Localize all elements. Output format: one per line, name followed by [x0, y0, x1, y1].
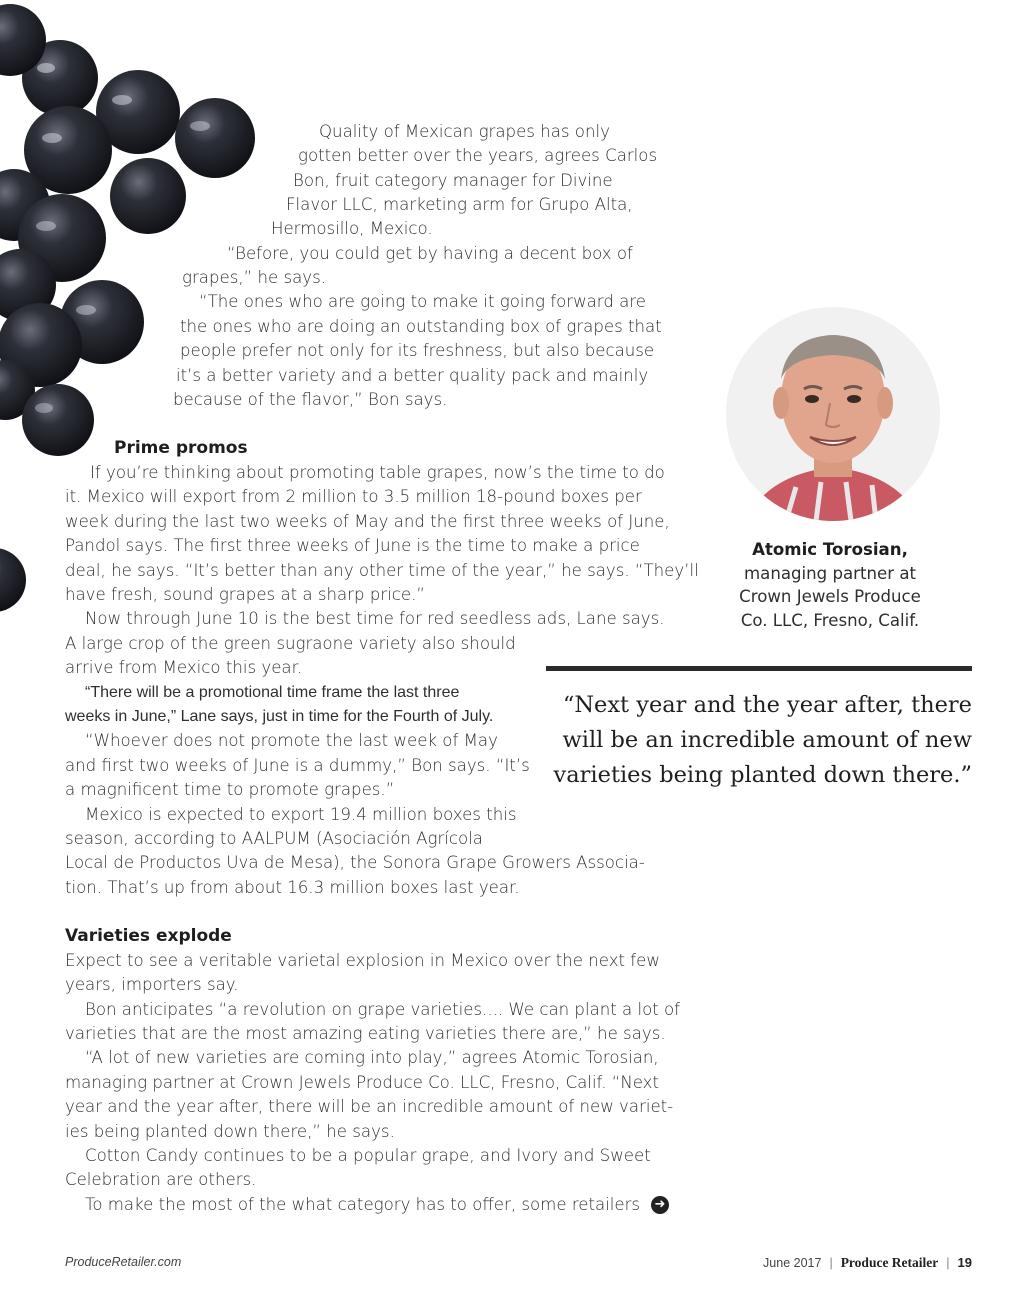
body-line: Mexico is expected to export 19.4 million boxes this	[85, 805, 517, 824]
body-line: season, according to AALPUM (Asociación Agrícola	[65, 829, 483, 848]
pull-quote-line: varieties being planted down there.”	[553, 762, 972, 788]
portrait-caption	[710, 538, 950, 632]
intro-line: Quality of Mexican grapes has only	[319, 122, 610, 141]
pull-quote-rule	[546, 666, 972, 671]
intro-line: grapes,” he says.	[182, 268, 327, 287]
body-line: week during the last two weeks of May and the first three weeks of June,	[65, 512, 670, 531]
body-line: Now through June 10 is the best time for red seedless ads, Lane says.	[85, 609, 665, 628]
footer-folio	[763, 1255, 972, 1271]
body-line: Expect to see a veritable varietal explosion in Mexico over the next few	[65, 951, 660, 970]
pull-quote-line: “Next year and the year after, there	[562, 692, 972, 718]
body-line: Cotton Candy continues to be a popular grape, and Ivory and Sweet	[85, 1146, 651, 1165]
intro-line: people prefer not only for its freshness, but also because	[180, 341, 655, 360]
section-heading-prime-promos: Prime promos	[114, 438, 248, 458]
body-line: Local de Productos Uva de Mesa), the Sonora Grape Growers Associa-	[65, 853, 645, 872]
body-line: deal, he says. “It’s better than any other time of the year,” he says. “They’ll	[65, 561, 699, 580]
body-line: and first two weeks of June is a dummy,” Bon says. “It’s	[65, 756, 530, 775]
body-line: Celebration are others.	[65, 1170, 257, 1189]
intro-line: Flavor LLC, marketing arm for Grupo Alta,	[286, 195, 633, 214]
intro-line: “The ones who are going to make it going forward are	[199, 292, 646, 311]
footer-date: June 2017	[763, 1256, 822, 1270]
footer-website: ProduceRetailer.com	[65, 1255, 182, 1269]
body-line: To make the most of the what category has to offer, some retailers	[85, 1195, 641, 1214]
body-line: have fresh, sound grapes at a sharp price.”	[65, 585, 425, 604]
intro-line: it’s a better variety and a better quality pack and mainly	[176, 366, 649, 385]
intro-line: the ones who are doing an outstanding box of grapes that	[180, 317, 662, 336]
intro-line: gotten better over the years, agrees Carlos	[298, 146, 658, 165]
body-line: tion. That’s up from about 16.3 million boxes last year.	[65, 878, 520, 897]
footer-separator: |	[829, 1256, 833, 1270]
intro-line: Bon, fruit category manager for Divine	[293, 171, 613, 190]
body-line: year and the year after, there will be an incredible amount of new variet-	[65, 1097, 674, 1116]
body-line: it. Mexico will export from 2 million to 3.5 million 18-pound boxes per	[65, 487, 642, 506]
body-line: Bon anticipates “a revolution on grape varieties.... We can plant a lot of	[85, 1000, 681, 1019]
atomic-torosian-portrait	[726, 307, 940, 521]
body-line: varieties that are the most amazing eating varieties there are,” he says.	[65, 1024, 666, 1043]
body-line: “Whoever does not promote the last week of May	[85, 731, 498, 750]
footer-separator: |	[946, 1256, 950, 1270]
body-line: “There will be a promotional time frame the last three	[85, 684, 460, 701]
arrow-right-circle-icon[interactable]: ➜	[651, 1196, 669, 1214]
intro-line: Hermosillo, Mexico.	[271, 219, 433, 238]
body-line: “A lot of new varieties are coming into play,” agrees Atomic Torosian,	[85, 1048, 659, 1067]
intro-line: because of the flavor,” Bon says.	[173, 390, 448, 409]
intro-line: “Before, you could get by having a decent box of	[227, 244, 633, 263]
body-line: weeks in June,” Lane says, just in time for the Fourth of July.	[65, 708, 494, 725]
body-line: arrive from Mexico this year.	[65, 658, 303, 677]
body-line: ies being planted down there,” he says.	[65, 1122, 395, 1141]
footer-magazine: Produce Retailer	[840, 1255, 939, 1270]
caption-line: managing partner at	[743, 563, 916, 583]
section-heading-varieties-explode: Varieties explode	[65, 926, 232, 946]
pull-quote-line: will be an incredible amount of new	[562, 727, 972, 753]
body-line: a magnificent time to promote grapes.”	[65, 780, 395, 799]
body-line: years, importers say.	[65, 975, 239, 994]
caption-line: Co. LLC, Fresno, Calif.	[740, 610, 920, 630]
body-line: If you’re thinking about promoting table grapes, now’s the time to do	[90, 463, 665, 482]
body-line: A large crop of the green sugraone variety also should	[65, 634, 516, 653]
caption-line: Crown Jewels Produce	[739, 587, 921, 606]
page-number: 19	[957, 1255, 972, 1270]
caption-name: Atomic Torosian,	[752, 540, 908, 559]
body-line: Pandol says. The first three weeks of June is the time to make a price	[65, 536, 640, 555]
body-line: managing partner at Crown Jewels Produce Co. LLC, Fresno, Calif. “Next	[65, 1073, 659, 1092]
